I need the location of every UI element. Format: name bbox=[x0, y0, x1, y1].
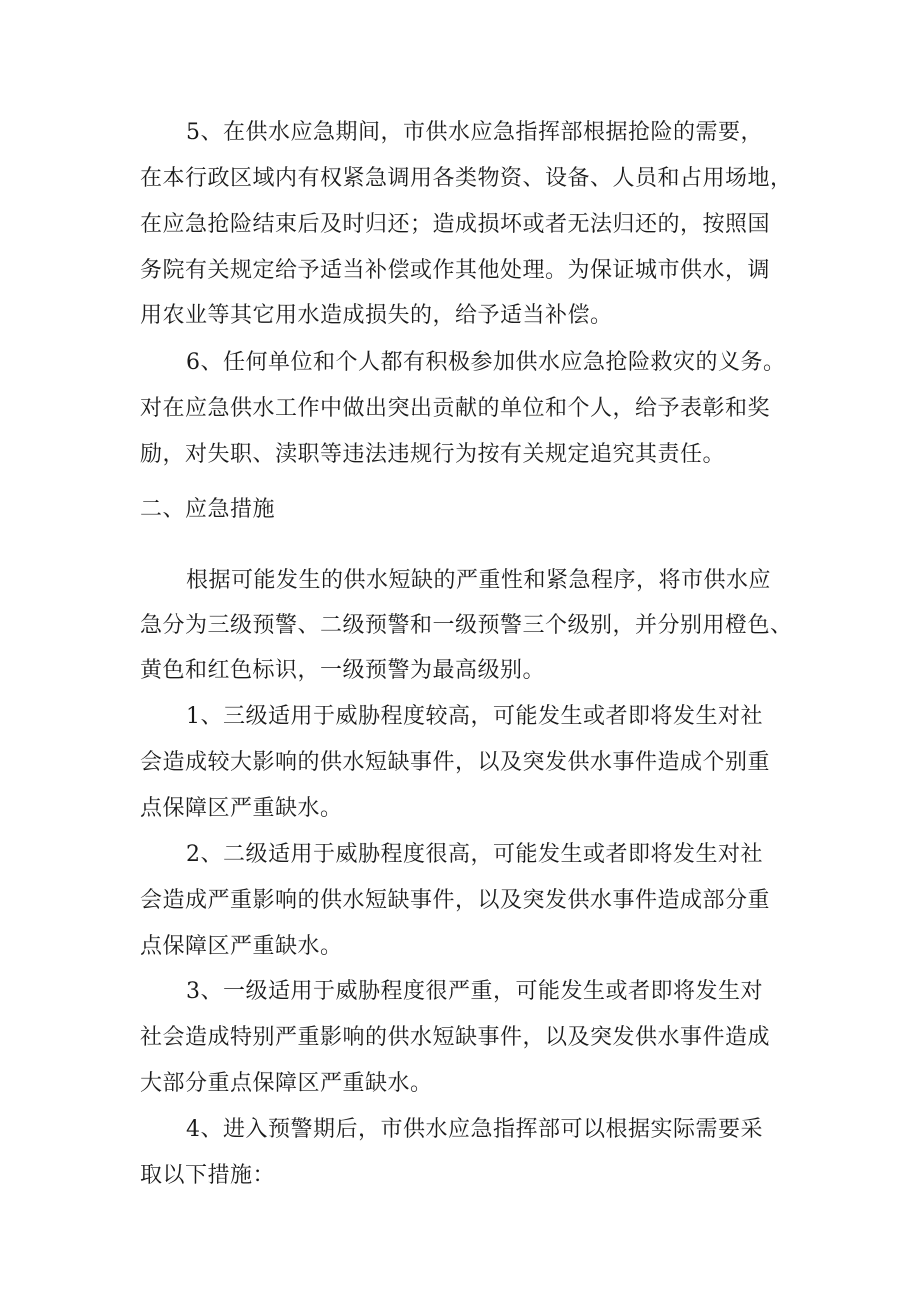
item-2-line-2: 会造成严重影响的供水短缺事件，以及突发供水事件造成部分重 bbox=[140, 888, 771, 913]
item-3-line-2: 社会造成特别严重影响的供水短缺事件，以及突发供水事件造成 bbox=[140, 1025, 771, 1050]
item-3-line-3: 大部分重点保障区严重缺水。 bbox=[140, 1071, 433, 1096]
intro-line-3: 黄色和红色标识，一级预警为最高级别。 bbox=[140, 658, 546, 683]
paragraph-5-line-2: 在本行政区域内有权紧急调用各类物资、设备、人员和占用场地， bbox=[140, 166, 793, 191]
paragraph-5-line-3: 在应急抢险结束后及时归还；造成损坏或者无法归还的，按照国 bbox=[140, 212, 771, 237]
paragraph-5-line-5: 用农业等其它用水造成损失的，给予适当补偿。 bbox=[140, 303, 613, 328]
item-2-line-1: 2、二级适用于威胁程度很高，可能发生或者即将发生对社 bbox=[186, 842, 763, 867]
item-1-line-3: 点保障区严重缺水。 bbox=[140, 796, 343, 821]
paragraph-5-line-4: 务院有关规定给予适当补偿或作其他处理。为保证城市供水，调 bbox=[140, 258, 771, 283]
item-4-line-2: 取以下措施： bbox=[140, 1163, 276, 1188]
paragraph-6-line-3: 励，对失职、渎职等违法违规行为按有关规定追究其责任。 bbox=[140, 442, 726, 467]
section-heading: 二、应急措施 bbox=[140, 497, 276, 522]
paragraph-5-line-1: 5、在供水应急期间，市供水应急指挥部根据抢险的需要， bbox=[186, 120, 763, 145]
paragraph-6-line-2: 对在应急供水工作中做出突出贡献的单位和个人，给予表彰和奖 bbox=[140, 396, 771, 421]
item-2-line-3: 点保障区严重缺水。 bbox=[140, 934, 343, 959]
item-4-line-1: 4、进入预警期后，市供水应急指挥部可以根据实际需要采 bbox=[186, 1117, 763, 1142]
intro-line-1: 根据可能发生的供水短缺的严重性和紧急程序，将市供水应 bbox=[186, 568, 772, 593]
item-3-line-1: 3、一级适用于威胁程度很严重，可能发生或者即将发生对 bbox=[186, 979, 763, 1004]
item-1-line-1: 1、三级适用于威胁程度较高，可能发生或者即将发生对社 bbox=[186, 704, 763, 729]
intro-line-2: 急分为三级预警、二级预警和一级预警三个级别，并分别用橙色、 bbox=[140, 613, 793, 638]
item-1-line-2: 会造成较大影响的供水短缺事件，以及突发供水事件造成个别重 bbox=[140, 750, 771, 775]
paragraph-6-line-1: 6、任何单位和个人都有积极参加供水应急抢险救灾的义务。 bbox=[186, 350, 786, 375]
